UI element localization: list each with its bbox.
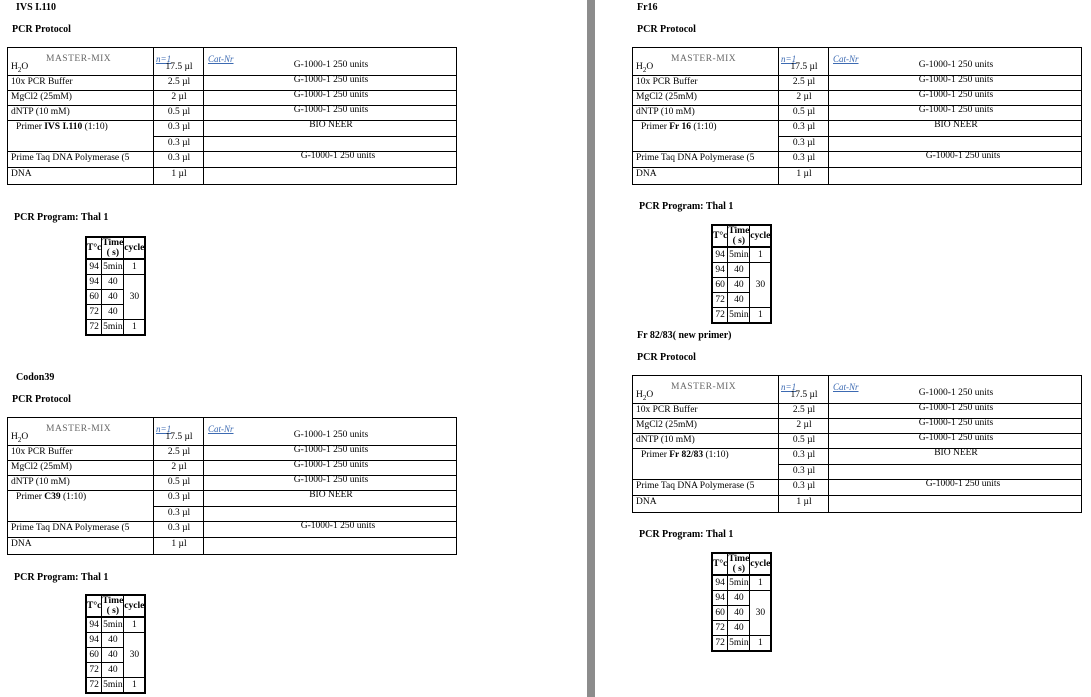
reagent-cat-nr: G-1000-1 250 units: [293, 430, 369, 440]
program-cell: 1: [750, 636, 772, 652]
reagent-name: Prime Taq DNA Polymerase (5: [11, 523, 130, 533]
program-header: Time ( s): [102, 596, 124, 616]
reagent-cat-nr: G-1000-1 250 units: [918, 105, 994, 115]
program-cell: 40: [728, 591, 750, 606]
reagent-name: DNA: [11, 169, 32, 179]
reagent-cat-nr: G-1000-1 250 units: [293, 105, 369, 115]
cat-nr-header: Cat-Nr: [833, 382, 859, 392]
column-divider: [203, 418, 204, 554]
reagent-name: 10x PCR Buffer: [636, 77, 698, 87]
reagent-volume: 1 µl: [796, 169, 812, 179]
reagent-name: DNA: [636, 169, 657, 179]
reagent-name: Prime Taq DNA Polymerase (5: [11, 153, 130, 163]
reagent-volume: 0.3 µl: [167, 523, 191, 533]
program-cell: 40: [102, 663, 124, 678]
row-divider: [8, 167, 456, 168]
column-divider: [828, 48, 829, 184]
program-row: [86, 259, 145, 275]
program-row: [712, 308, 771, 324]
program-header: T°c: [712, 553, 728, 575]
program-cell: 30: [124, 633, 146, 678]
program-cell: 40: [102, 305, 124, 320]
program-cell: 1: [124, 259, 146, 275]
reagent-volume: 0.3 µl: [167, 153, 191, 163]
reagent-volume: 2 µl: [796, 92, 812, 102]
reagent-volume: 2.5 µl: [167, 77, 191, 87]
pcr-program-table: [85, 594, 146, 694]
program-cell: 1: [750, 308, 772, 324]
reagent-name: 10x PCR Buffer: [636, 405, 698, 415]
pcr-program-heading: PCR Program: Thal 1: [639, 529, 734, 540]
reagent-volume: 0.5 µl: [792, 435, 816, 445]
master-mix-table: [632, 47, 1082, 185]
reagent-cat-nr: G-1000-1 250 units: [293, 445, 369, 455]
reagent-volume: 17.5 µl: [790, 62, 818, 72]
program-cell: 40: [728, 606, 750, 621]
program-header: Time ( s): [728, 554, 750, 574]
section-title: Codon39: [16, 372, 55, 383]
section-title: IVS I.110: [16, 2, 57, 13]
program-header: cycle: [750, 225, 772, 247]
reagent-volume: 0.3 µl: [167, 492, 191, 502]
program-cell: 40: [102, 275, 124, 290]
row-divider: [778, 464, 1081, 465]
pcr-protocol-heading: PCR Protocol: [637, 352, 696, 363]
reagent-name: 10x PCR Buffer: [11, 77, 73, 87]
n-header: n=1: [781, 382, 797, 392]
program-row: [712, 247, 771, 263]
reagent-name: Primer C39 (1:10): [16, 492, 87, 502]
program-cell: 72: [86, 663, 102, 678]
reagent-volume: 2 µl: [171, 462, 187, 472]
program-cell: 1: [124, 678, 146, 694]
column-divider: [778, 48, 779, 184]
program-cell: 40: [102, 648, 124, 663]
program-row: [86, 320, 145, 336]
program-row: [712, 591, 771, 606]
reagent-name: MgCl2 (25mM): [636, 420, 697, 430]
program-header: T°c: [86, 595, 102, 617]
reagent-volume: 2.5 µl: [792, 77, 816, 87]
program-cell: 94: [86, 275, 102, 290]
reagent-volume: 0.3 µl: [167, 138, 191, 148]
row-divider: [153, 506, 456, 507]
reagent-name: dNTP (10 mM): [11, 107, 70, 117]
reagent-name: DNA: [11, 539, 32, 549]
pcr-program-table: [711, 224, 772, 324]
program-cell: 40: [102, 290, 124, 305]
reagent-volume: 0.5 µl: [167, 477, 191, 487]
row-divider: [633, 495, 1081, 496]
reagent-cat-nr: G-1000-1 250 units: [300, 151, 376, 161]
row-divider: [153, 136, 456, 137]
reagent-cat-nr: G-1000-1 250 units: [293, 475, 369, 485]
program-cell: 5min: [728, 308, 750, 324]
program-cell: 72: [86, 305, 102, 320]
program-cell: 94: [86, 633, 102, 648]
program-cell: 72: [86, 320, 102, 336]
reagent-volume: 2.5 µl: [792, 405, 816, 415]
reagent-volume: 17.5 µl: [790, 390, 818, 400]
program-cell: 72: [86, 678, 102, 694]
cat-nr-header: Cat-Nr: [208, 54, 234, 64]
program-cell: 60: [86, 290, 102, 305]
section-title: Fr16: [637, 2, 658, 13]
program-row: [712, 575, 771, 591]
program-cell: 60: [712, 606, 728, 621]
program-cell: 94: [712, 247, 728, 263]
program-cell: 94: [86, 259, 102, 275]
reagent-cat-nr: G-1000-1 250 units: [918, 388, 994, 398]
n-header: n=1: [156, 424, 172, 434]
program-row: [86, 617, 145, 633]
reagent-cat-nr: BIO NEER: [309, 490, 353, 500]
pcr-program-table: [711, 552, 772, 652]
reagent-volume: 0.3 µl: [792, 481, 816, 491]
reagent-volume: 0.3 µl: [167, 508, 191, 518]
reagent-volume: 0.3 µl: [792, 122, 816, 132]
program-cell: 5min: [102, 617, 124, 633]
reagent-name: $H_2O$: [11, 432, 29, 444]
reagent-cat-nr: BIO NEER: [309, 120, 353, 130]
reagent-cat-nr: G-1000-1 250 units: [918, 403, 994, 413]
reagent-volume: 0.5 µl: [792, 107, 816, 117]
section-title: Fr 82/83( new primer): [637, 330, 732, 341]
program-cell: 94: [712, 263, 728, 278]
reagent-cat-nr: G-1000-1 250 units: [925, 151, 1001, 161]
program-cell: 40: [102, 633, 124, 648]
page-right: [595, 0, 1091, 697]
program-cell: 5min: [728, 247, 750, 263]
program-cell: 72: [712, 293, 728, 308]
program-header: T°c: [712, 225, 728, 247]
reagent-cat-nr: G-1000-1 250 units: [293, 460, 369, 470]
program-cell: 30: [124, 275, 146, 320]
program-header: Time ( s): [728, 226, 750, 246]
program-cell: 94: [712, 575, 728, 591]
program-header: cycle: [750, 553, 772, 575]
reagent-volume: 2 µl: [171, 92, 187, 102]
cat-nr-header: Cat-Nr: [833, 54, 859, 64]
row-divider: [633, 167, 1081, 168]
program-header: Time ( s): [102, 238, 124, 258]
program-cell: 72: [712, 308, 728, 324]
master-mix-table: [632, 375, 1082, 513]
program-cell: 5min: [102, 678, 124, 694]
reagent-cat-nr: G-1000-1 250 units: [925, 479, 1001, 489]
program-cell: 5min: [728, 575, 750, 591]
reagent-volume: 0.5 µl: [167, 107, 191, 117]
reagent-volume: 2 µl: [796, 420, 812, 430]
reagent-volume: 17.5 µl: [165, 62, 193, 72]
reagent-volume: 0.3 µl: [792, 153, 816, 163]
reagent-cat-nr: G-1000-1 250 units: [918, 418, 994, 428]
reagent-name: $H_2O$: [636, 62, 654, 74]
program-cell: 5min: [102, 320, 124, 336]
column-divider: [153, 48, 154, 184]
program-cell: 40: [728, 278, 750, 293]
program-cell: 60: [86, 648, 102, 663]
master-mix-table: [7, 47, 457, 185]
master-mix-table: [7, 417, 457, 555]
reagent-name: dNTP (10 mM): [636, 107, 695, 117]
reagent-volume: 1 µl: [171, 539, 187, 549]
pcr-program-table: [85, 236, 146, 336]
program-cell: 40: [728, 293, 750, 308]
reagent-name: DNA: [636, 497, 657, 507]
program-cell: 30: [750, 263, 772, 308]
program-cell: 40: [728, 263, 750, 278]
reagent-volume: 0.3 µl: [792, 138, 816, 148]
program-header: cycle: [124, 237, 146, 259]
program-row: [86, 275, 145, 290]
program-cell: 1: [750, 575, 772, 591]
reagent-name: 10x PCR Buffer: [11, 447, 73, 457]
page-gutter: [587, 0, 595, 697]
column-divider: [828, 376, 829, 512]
pcr-protocol-heading: PCR Protocol: [637, 24, 696, 35]
program-cell: 72: [712, 621, 728, 636]
program-cell: 72: [712, 636, 728, 652]
reagent-cat-nr: G-1000-1 250 units: [300, 521, 376, 531]
column-divider: [778, 376, 779, 512]
master-mix-header: MASTER-MIX: [46, 424, 112, 434]
reagent-cat-nr: G-1000-1 250 units: [293, 90, 369, 100]
column-divider: [203, 48, 204, 184]
reagent-name: dNTP (10 mM): [636, 435, 695, 445]
reagent-volume: 0.3 µl: [167, 122, 191, 132]
master-mix-header: MASTER-MIX: [671, 54, 737, 64]
reagent-cat-nr: G-1000-1 250 units: [293, 75, 369, 85]
program-row: [86, 678, 145, 694]
reagent-name: MgCl2 (25mM): [11, 92, 72, 102]
row-divider: [778, 136, 1081, 137]
n-header: n=1: [156, 54, 172, 64]
reagent-name: $H_2O$: [11, 62, 29, 74]
program-row: [86, 633, 145, 648]
program-cell: 1: [124, 320, 146, 336]
column-divider: [153, 418, 154, 554]
reagent-volume: 0.3 µl: [792, 466, 816, 476]
reagent-name: MgCl2 (25mM): [636, 92, 697, 102]
pcr-protocol-heading: PCR Protocol: [12, 394, 71, 405]
reagent-cat-nr: G-1000-1 250 units: [918, 75, 994, 85]
reagent-name: Primer Fr 82/83 (1:10): [641, 450, 729, 460]
reagent-cat-nr: BIO NEER: [934, 448, 978, 458]
reagent-cat-nr: BIO NEER: [934, 120, 978, 130]
pcr-program-heading: PCR Program: Thal 1: [14, 572, 109, 583]
reagent-cat-nr: G-1000-1 250 units: [918, 90, 994, 100]
program-cell: 60: [712, 278, 728, 293]
reagent-volume: 1 µl: [796, 497, 812, 507]
reagent-name: MgCl2 (25mM): [11, 462, 72, 472]
program-cell: 1: [750, 247, 772, 263]
row-divider: [8, 537, 456, 538]
program-header: T°c: [86, 237, 102, 259]
program-cell: 40: [728, 621, 750, 636]
program-cell: 1: [124, 617, 146, 633]
reagent-volume: 1 µl: [171, 169, 187, 179]
pcr-protocol-heading: PCR Protocol: [12, 24, 71, 35]
reagent-name: Primer IVS I.110 (1:10): [16, 122, 108, 132]
reagent-volume: 17.5 µl: [165, 432, 193, 442]
reagent-cat-nr: G-1000-1 250 units: [918, 60, 994, 70]
reagent-name: Primer Fr 16 (1:10): [641, 122, 717, 132]
master-mix-header: MASTER-MIX: [671, 382, 737, 392]
reagent-volume: 0.3 µl: [792, 450, 816, 460]
program-row: [712, 263, 771, 278]
cat-nr-header: Cat-Nr: [208, 424, 234, 434]
program-cell: 5min: [728, 636, 750, 652]
program-cell: 94: [86, 617, 102, 633]
program-cell: 30: [750, 591, 772, 636]
reagent-name: dNTP (10 mM): [11, 477, 70, 487]
reagent-volume: 2.5 µl: [167, 447, 191, 457]
reagent-cat-nr: G-1000-1 250 units: [293, 60, 369, 70]
pcr-program-heading: PCR Program: Thal 1: [639, 201, 734, 212]
program-row: [712, 636, 771, 652]
reagent-name: Prime Taq DNA Polymerase (5: [636, 153, 755, 163]
reagent-name: Prime Taq DNA Polymerase (5: [636, 481, 755, 491]
n-header: n=1: [781, 54, 797, 64]
master-mix-header: MASTER-MIX: [46, 54, 112, 64]
reagent-name: $H_2O$: [636, 390, 654, 402]
reagent-cat-nr: G-1000-1 250 units: [918, 433, 994, 443]
program-cell: 5min: [102, 259, 124, 275]
pcr-program-heading: PCR Program: Thal 1: [14, 212, 109, 223]
program-header: cycle: [124, 595, 146, 617]
program-cell: 94: [712, 591, 728, 606]
